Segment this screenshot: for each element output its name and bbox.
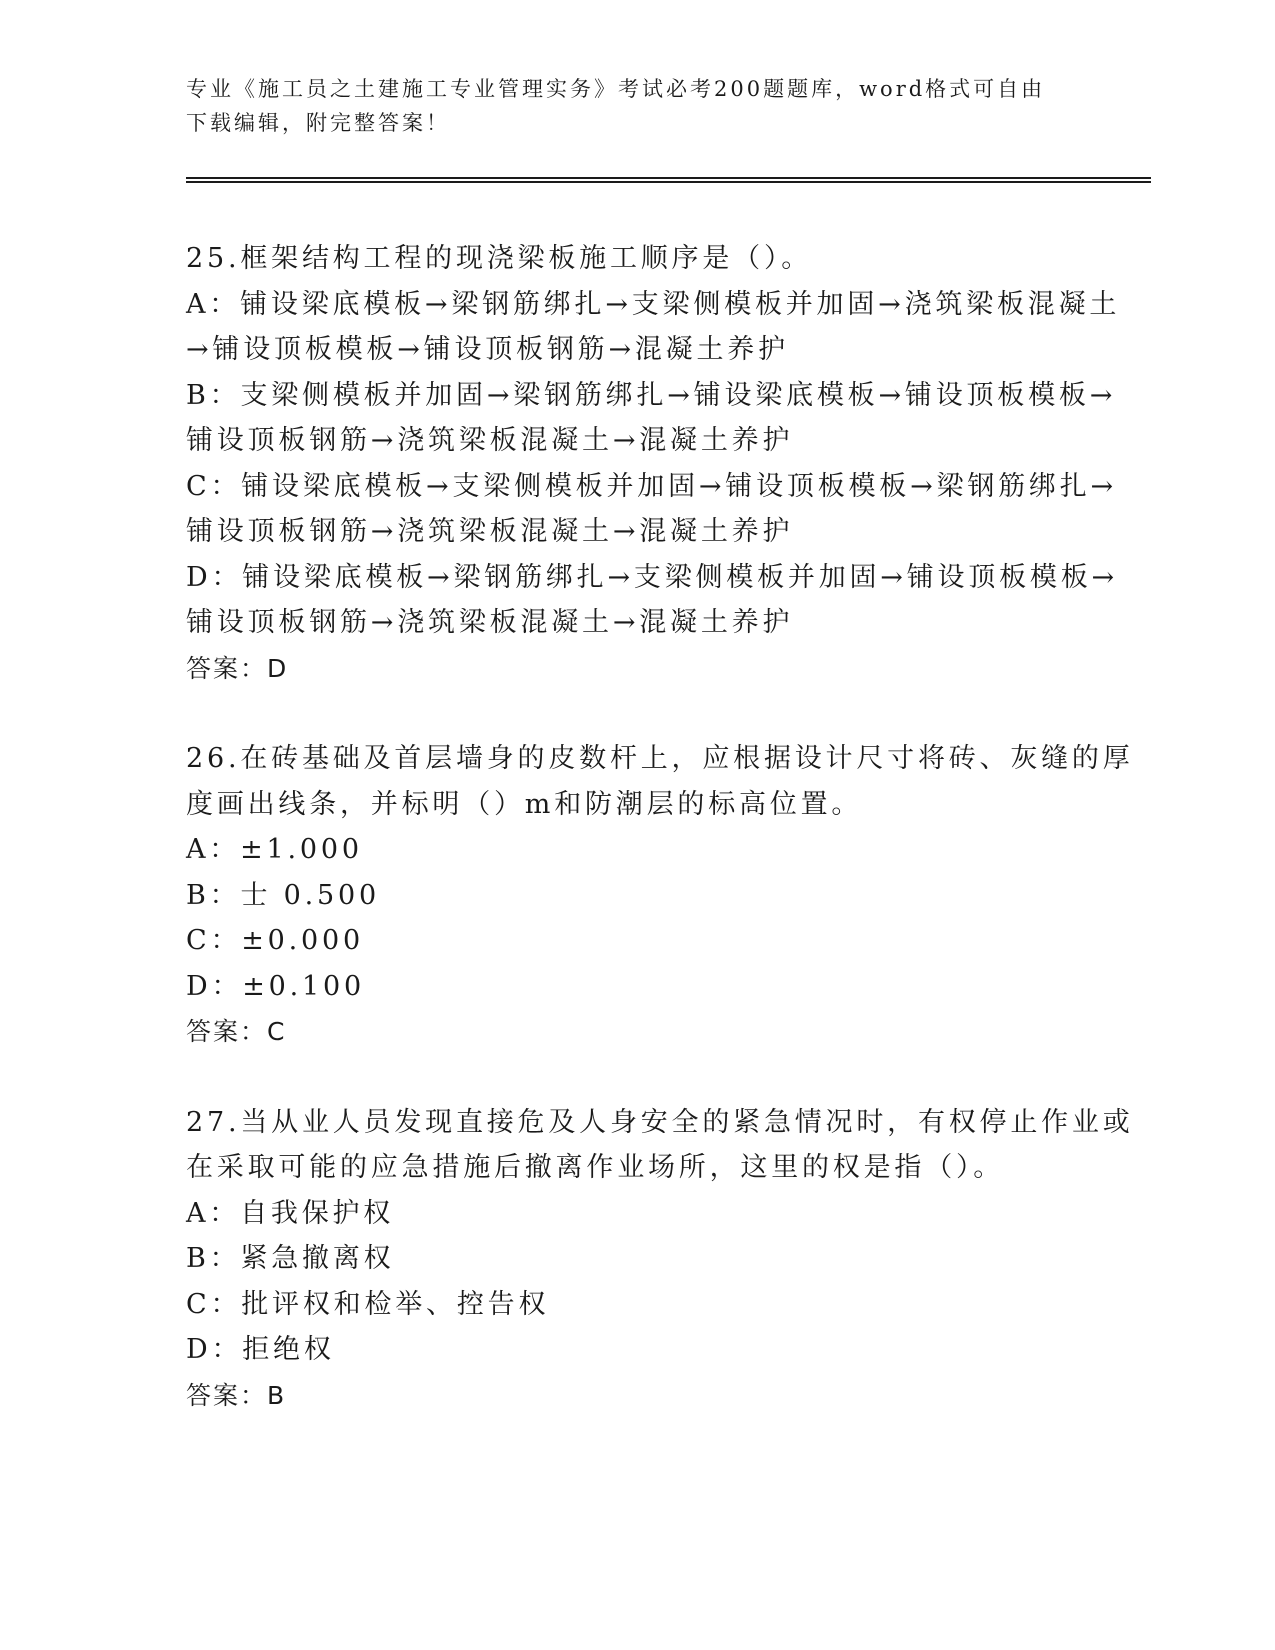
question-27 [186,1100,1134,1419]
document-header [186,72,1066,140]
option-d: D：拒绝权 [186,1334,335,1365]
question-stem-continued: 度画出线条，并标明（）m和防潮层的标高位置。 [186,788,863,820]
question-stem-continued: 在采取可能的应急措施后撤离作业场所，这里的权是指（）。 [186,1152,1005,1183]
option-c: C：±0.000 [186,925,364,956]
header-divider-bottom [186,181,1151,183]
option-c: C：铺设梁底模板→支梁侧模板并加固→铺设顶板模板→梁钢筋绑扎→ [186,470,1117,502]
answer-label: 答案：B [186,1380,287,1410]
header-line-1: 专业《施工员之土建施工专业管理实务》考试必考200题题库，word格式可自由 [186,77,1046,101]
option-a: A：自我保护权 [186,1197,395,1229]
option-a: A：±1.000 [186,834,363,865]
header-line-2: 下载编辑，附完整答案！ [186,111,450,135]
option-c: C：批评权和检举、控告权 [186,1288,550,1320]
question-stem: 26.在砖基础及首层墙身的皮数杆上，应根据设计尺寸将砖、灰缝的厚 [186,743,1134,774]
option-c-continued: 铺设顶板钢筋→浇筑梁板混凝土→混凝土养护 [186,516,794,547]
option-b: B：紧急撤离权 [186,1243,395,1274]
option-d: D：铺设梁底模板→梁钢筋绑扎→支梁侧模板并加固→铺设顶板模板→ [186,561,1118,593]
option-a: A：铺设梁底模板→梁钢筋绑扎→支梁侧模板并加固→浇筑梁板混凝土 [186,288,1121,320]
answer-label: 答案：D [186,653,289,683]
question-stem: 25.框架结构工程的现浇梁板施工顺序是（）。 [186,243,813,274]
option-a-continued: →铺设顶板模板→铺设顶板钢筋→混凝土养护 [186,334,789,365]
option-b-continued: 铺设顶板钢筋→浇筑梁板混凝土→混凝土养护 [186,425,794,456]
answer-label: 答案：C [186,1017,287,1046]
question-25 [186,236,1121,691]
question-list [186,236,1134,1463]
header-divider-top [186,177,1151,179]
option-d-continued: 铺设顶板钢筋→浇筑梁板混凝土→混凝土养护 [186,607,794,638]
option-d: D：±0.100 [186,970,365,1002]
option-b: B：支梁侧模板并加固→梁钢筋绑扎→铺设梁底模板→铺设顶板模板→ [186,379,1117,411]
question-26 [186,736,1134,1055]
option-b: B：士 0.500 [186,879,380,911]
question-stem: 27.当从业人员发现直接危及人身安全的紧急情况时，有权停止作业或 [186,1106,1134,1138]
